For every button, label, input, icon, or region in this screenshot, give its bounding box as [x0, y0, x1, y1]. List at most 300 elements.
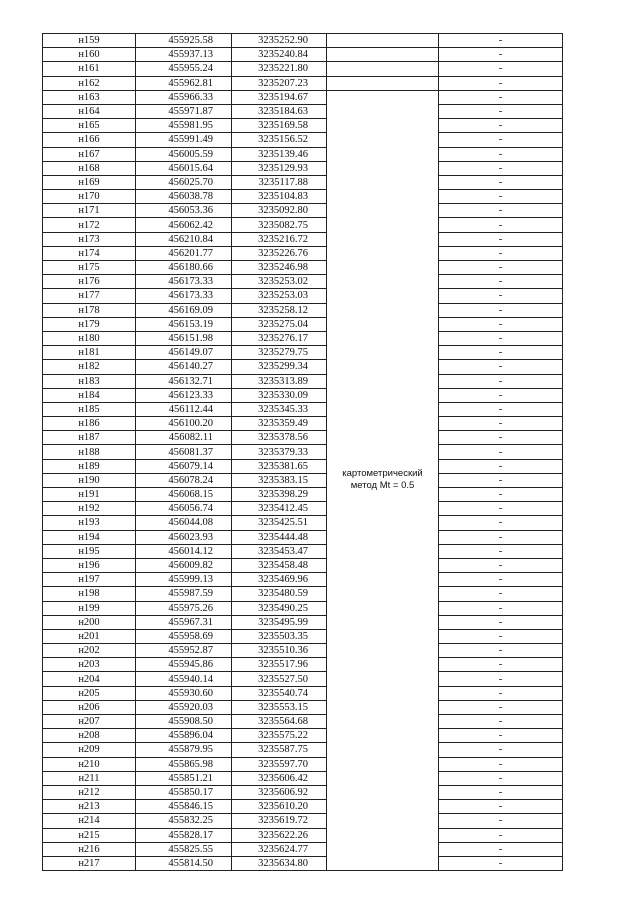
table-row	[43, 218, 563, 232]
note-cell: -	[439, 644, 563, 658]
note-cell: -	[439, 488, 563, 502]
note-cell: -	[439, 757, 563, 771]
measurement-method-cell: картометрический метод Mt = 0.5	[327, 90, 439, 870]
point-id-cell: н164	[43, 104, 136, 118]
y-coordinate-cell: 3235169.58	[232, 119, 327, 133]
x-coordinate-cell: 456044.08	[136, 516, 232, 530]
x-coordinate-cell: 456056.74	[136, 502, 232, 516]
x-coordinate-cell: 455958.69	[136, 629, 232, 643]
note-cell: -	[439, 402, 563, 416]
note-cell: -	[439, 374, 563, 388]
table-row	[43, 175, 563, 189]
point-id-cell: н201	[43, 629, 136, 643]
note-cell: -	[439, 289, 563, 303]
table-row	[43, 644, 563, 658]
note-cell: -	[439, 729, 563, 743]
x-coordinate-cell: 456014.12	[136, 544, 232, 558]
table-row	[43, 289, 563, 303]
note-cell: -	[439, 573, 563, 587]
note-cell: -	[439, 587, 563, 601]
y-coordinate-cell: 3235313.89	[232, 374, 327, 388]
point-id-cell: н178	[43, 303, 136, 317]
y-coordinate-cell: 3235619.72	[232, 814, 327, 828]
x-coordinate-cell: 455814.50	[136, 856, 232, 870]
y-coordinate-cell: 3235104.83	[232, 190, 327, 204]
note-cell: -	[439, 261, 563, 275]
y-coordinate-cell: 3235624.77	[232, 842, 327, 856]
table-row	[43, 573, 563, 587]
point-id-cell: н209	[43, 743, 136, 757]
x-coordinate-cell: 455850.17	[136, 785, 232, 799]
x-coordinate-cell: 456009.82	[136, 558, 232, 572]
x-coordinate-cell: 455981.95	[136, 119, 232, 133]
note-cell: -	[439, 34, 563, 48]
table-row	[43, 104, 563, 118]
table-row	[43, 331, 563, 345]
table-row	[43, 346, 563, 360]
table-row	[43, 615, 563, 629]
note-cell: -	[439, 275, 563, 289]
x-coordinate-cell: 455865.98	[136, 757, 232, 771]
note-cell: -	[439, 771, 563, 785]
x-coordinate-cell: 455937.13	[136, 48, 232, 62]
note-cell: -	[439, 686, 563, 700]
x-coordinate-cell: 456180.66	[136, 261, 232, 275]
x-coordinate-cell: 456015.64	[136, 161, 232, 175]
x-coordinate-cell: 455987.59	[136, 587, 232, 601]
y-coordinate-cell: 3235221.80	[232, 62, 327, 76]
note-cell: -	[439, 417, 563, 431]
y-coordinate-cell: 3235252.90	[232, 34, 327, 48]
note-cell: -	[439, 431, 563, 445]
point-id-cell: н177	[43, 289, 136, 303]
x-coordinate-cell: 456005.59	[136, 147, 232, 161]
y-coordinate-cell: 3235622.26	[232, 828, 327, 842]
note-cell: -	[439, 331, 563, 345]
point-id-cell: н160	[43, 48, 136, 62]
note-cell: -	[439, 388, 563, 402]
x-coordinate-cell: 455851.21	[136, 771, 232, 785]
note-cell: -	[439, 658, 563, 672]
note-cell: -	[439, 303, 563, 317]
note-cell: -	[439, 828, 563, 842]
point-id-cell: н189	[43, 459, 136, 473]
table-row	[43, 190, 563, 204]
table-row	[43, 686, 563, 700]
table-row	[43, 360, 563, 374]
point-id-cell: н182	[43, 360, 136, 374]
x-coordinate-cell: 455925.58	[136, 34, 232, 48]
y-coordinate-cell: 3235425.51	[232, 516, 327, 530]
x-coordinate-cell: 456169.09	[136, 303, 232, 317]
y-coordinate-cell: 3235117.88	[232, 175, 327, 189]
point-id-cell: н193	[43, 516, 136, 530]
table-row	[43, 488, 563, 502]
note-cell: -	[439, 629, 563, 643]
point-id-cell: н202	[43, 644, 136, 658]
point-id-cell: н192	[43, 502, 136, 516]
point-id-cell: н198	[43, 587, 136, 601]
point-id-cell: н196	[43, 558, 136, 572]
point-id-cell: н195	[43, 544, 136, 558]
y-coordinate-cell: 3235092.80	[232, 204, 327, 218]
y-coordinate-cell: 3235253.03	[232, 289, 327, 303]
point-id-cell: н173	[43, 232, 136, 246]
note-cell: -	[439, 119, 563, 133]
table-row	[43, 232, 563, 246]
table-row	[43, 587, 563, 601]
table-row	[43, 502, 563, 516]
table-row	[43, 473, 563, 487]
table-row	[43, 90, 563, 104]
x-coordinate-cell: 456068.15	[136, 488, 232, 502]
x-coordinate-cell: 456149.07	[136, 346, 232, 360]
x-coordinate-cell: 456173.33	[136, 275, 232, 289]
table-row	[43, 800, 563, 814]
note-cell: -	[439, 715, 563, 729]
table-row	[43, 544, 563, 558]
note-cell: -	[439, 104, 563, 118]
point-id-cell: н210	[43, 757, 136, 771]
x-coordinate-cell: 455945.86	[136, 658, 232, 672]
point-id-cell: н174	[43, 246, 136, 260]
y-coordinate-cell: 3235299.34	[232, 360, 327, 374]
y-coordinate-cell: 3235383.15	[232, 473, 327, 487]
point-id-cell: н180	[43, 331, 136, 345]
note-cell: -	[439, 530, 563, 544]
note-cell: -	[439, 842, 563, 856]
note-cell: -	[439, 814, 563, 828]
x-coordinate-cell: 456112.44	[136, 402, 232, 416]
y-coordinate-cell: 3235345.33	[232, 402, 327, 416]
y-coordinate-cell: 3235279.75	[232, 346, 327, 360]
note-cell: -	[439, 190, 563, 204]
x-coordinate-cell: 456151.98	[136, 331, 232, 345]
x-coordinate-cell: 455991.49	[136, 133, 232, 147]
x-coordinate-cell: 455930.60	[136, 686, 232, 700]
note-cell: -	[439, 346, 563, 360]
point-id-cell: н188	[43, 445, 136, 459]
point-id-cell: н166	[43, 133, 136, 147]
table-row	[43, 658, 563, 672]
point-id-cell: н186	[43, 417, 136, 431]
point-id-cell: н184	[43, 388, 136, 402]
y-coordinate-cell: 3235510.36	[232, 644, 327, 658]
note-cell: -	[439, 161, 563, 175]
x-coordinate-cell: 456100.20	[136, 417, 232, 431]
point-id-cell: н200	[43, 615, 136, 629]
note-cell: -	[439, 175, 563, 189]
table-row	[43, 402, 563, 416]
y-coordinate-cell: 3235517.96	[232, 658, 327, 672]
x-coordinate-cell: 455975.26	[136, 601, 232, 615]
y-coordinate-cell: 3235216.72	[232, 232, 327, 246]
note-cell: -	[439, 90, 563, 104]
x-coordinate-cell: 455940.14	[136, 672, 232, 686]
table-row	[43, 133, 563, 147]
y-coordinate-cell: 3235564.68	[232, 715, 327, 729]
method-cell-empty	[327, 76, 439, 90]
table-row	[43, 48, 563, 62]
table-row	[43, 388, 563, 402]
table-row	[43, 445, 563, 459]
note-cell: -	[439, 232, 563, 246]
x-coordinate-cell: 455879.95	[136, 743, 232, 757]
y-coordinate-cell: 3235379.33	[232, 445, 327, 459]
x-coordinate-cell: 455971.87	[136, 104, 232, 118]
y-coordinate-cell: 3235240.84	[232, 48, 327, 62]
y-coordinate-cell: 3235330.09	[232, 388, 327, 402]
table-row	[43, 629, 563, 643]
y-coordinate-cell: 3235587.75	[232, 743, 327, 757]
y-coordinate-cell: 3235503.35	[232, 629, 327, 643]
x-coordinate-cell: 456082.11	[136, 431, 232, 445]
point-id-cell: н163	[43, 90, 136, 104]
y-coordinate-cell: 3235634.80	[232, 856, 327, 870]
table-row	[43, 516, 563, 530]
note-cell: -	[439, 133, 563, 147]
y-coordinate-cell: 3235398.29	[232, 488, 327, 502]
point-id-cell: н170	[43, 190, 136, 204]
x-coordinate-cell: 456078.24	[136, 473, 232, 487]
table-row	[43, 771, 563, 785]
method-cell-empty	[327, 34, 439, 48]
point-id-cell: н206	[43, 700, 136, 714]
note-cell: -	[439, 516, 563, 530]
table-row	[43, 62, 563, 76]
note-cell: -	[439, 856, 563, 870]
coordinate-table	[42, 33, 563, 871]
x-coordinate-cell: 455955.24	[136, 62, 232, 76]
note-cell: -	[439, 76, 563, 90]
x-coordinate-cell: 456132.71	[136, 374, 232, 388]
x-coordinate-cell: 455920.03	[136, 700, 232, 714]
x-coordinate-cell: 456079.14	[136, 459, 232, 473]
table-row	[43, 275, 563, 289]
point-id-cell: н208	[43, 729, 136, 743]
point-id-cell: н217	[43, 856, 136, 870]
y-coordinate-cell: 3235458.48	[232, 558, 327, 572]
x-coordinate-cell: 456123.33	[136, 388, 232, 402]
x-coordinate-cell: 456038.78	[136, 190, 232, 204]
table-row	[43, 459, 563, 473]
note-cell: -	[439, 785, 563, 799]
table-row	[43, 161, 563, 175]
table-row	[43, 743, 563, 757]
y-coordinate-cell: 3235139.46	[232, 147, 327, 161]
x-coordinate-cell: 455999.13	[136, 573, 232, 587]
point-id-cell: н212	[43, 785, 136, 799]
note-cell: -	[439, 204, 563, 218]
table-row	[43, 147, 563, 161]
y-coordinate-cell: 3235275.04	[232, 317, 327, 331]
table-row	[43, 303, 563, 317]
note-cell: -	[439, 360, 563, 374]
point-id-cell: н172	[43, 218, 136, 232]
y-coordinate-cell: 3235453.47	[232, 544, 327, 558]
table-row	[43, 530, 563, 544]
y-coordinate-cell: 3235575.22	[232, 729, 327, 743]
point-id-cell: н211	[43, 771, 136, 785]
x-coordinate-cell: 456025.70	[136, 175, 232, 189]
note-cell: -	[439, 558, 563, 572]
table-row	[43, 785, 563, 799]
note-cell: -	[439, 62, 563, 76]
y-coordinate-cell: 3235469.96	[232, 573, 327, 587]
coordinate-table-body	[43, 34, 563, 871]
point-id-cell: н179	[43, 317, 136, 331]
y-coordinate-cell: 3235606.42	[232, 771, 327, 785]
table-row	[43, 317, 563, 331]
x-coordinate-cell: 456210.84	[136, 232, 232, 246]
table-row	[43, 261, 563, 275]
point-id-cell: н214	[43, 814, 136, 828]
x-coordinate-cell: 455908.50	[136, 715, 232, 729]
x-coordinate-cell: 455825.55	[136, 842, 232, 856]
point-id-cell: н197	[43, 573, 136, 587]
point-id-cell: н190	[43, 473, 136, 487]
x-coordinate-cell: 456153.19	[136, 317, 232, 331]
point-id-cell: н185	[43, 402, 136, 416]
point-id-cell: н199	[43, 601, 136, 615]
x-coordinate-cell: 455967.31	[136, 615, 232, 629]
x-coordinate-cell: 455966.33	[136, 90, 232, 104]
note-cell: -	[439, 601, 563, 615]
table-row	[43, 119, 563, 133]
table-row	[43, 76, 563, 90]
y-coordinate-cell: 3235597.70	[232, 757, 327, 771]
note-cell: -	[439, 672, 563, 686]
table-row	[43, 715, 563, 729]
point-id-cell: н191	[43, 488, 136, 502]
point-id-cell: н183	[43, 374, 136, 388]
note-cell: -	[439, 218, 563, 232]
note-cell: -	[439, 445, 563, 459]
note-cell: -	[439, 317, 563, 331]
x-coordinate-cell: 455828.17	[136, 828, 232, 842]
point-id-cell: н159	[43, 34, 136, 48]
x-coordinate-cell: 456140.27	[136, 360, 232, 374]
y-coordinate-cell: 3235207.23	[232, 76, 327, 90]
y-coordinate-cell: 3235495.99	[232, 615, 327, 629]
y-coordinate-cell: 3235253.02	[232, 275, 327, 289]
point-id-cell: н171	[43, 204, 136, 218]
table-row	[43, 417, 563, 431]
point-id-cell: н161	[43, 62, 136, 76]
point-id-cell: н169	[43, 175, 136, 189]
point-id-cell: н203	[43, 658, 136, 672]
x-coordinate-cell: 456173.33	[136, 289, 232, 303]
y-coordinate-cell: 3235194.67	[232, 90, 327, 104]
note-cell: -	[439, 700, 563, 714]
table-row	[43, 757, 563, 771]
y-coordinate-cell: 3235226.76	[232, 246, 327, 260]
point-id-cell: н204	[43, 672, 136, 686]
note-cell: -	[439, 502, 563, 516]
y-coordinate-cell: 3235246.98	[232, 261, 327, 275]
point-id-cell: н181	[43, 346, 136, 360]
method-cell-empty	[327, 62, 439, 76]
y-coordinate-cell: 3235606.92	[232, 785, 327, 799]
y-coordinate-cell: 3235276.17	[232, 331, 327, 345]
x-coordinate-cell: 455846.15	[136, 800, 232, 814]
note-cell: -	[439, 48, 563, 62]
table-row	[43, 558, 563, 572]
table-row	[43, 814, 563, 828]
y-coordinate-cell: 3235444.48	[232, 530, 327, 544]
note-cell: -	[439, 147, 563, 161]
point-id-cell: н187	[43, 431, 136, 445]
y-coordinate-cell: 3235540.74	[232, 686, 327, 700]
y-coordinate-cell: 3235156.52	[232, 133, 327, 147]
y-coordinate-cell: 3235412.45	[232, 502, 327, 516]
y-coordinate-cell: 3235378.56	[232, 431, 327, 445]
table-row	[43, 246, 563, 260]
note-cell: -	[439, 473, 563, 487]
note-cell: -	[439, 743, 563, 757]
table-row	[43, 204, 563, 218]
y-coordinate-cell: 3235359.49	[232, 417, 327, 431]
point-id-cell: н176	[43, 275, 136, 289]
table-row	[43, 601, 563, 615]
x-coordinate-cell: 456023.93	[136, 530, 232, 544]
x-coordinate-cell: 456053.36	[136, 204, 232, 218]
point-id-cell: н216	[43, 842, 136, 856]
table-row	[43, 672, 563, 686]
table-row	[43, 828, 563, 842]
y-coordinate-cell: 3235184.63	[232, 104, 327, 118]
y-coordinate-cell: 3235129.93	[232, 161, 327, 175]
y-coordinate-cell: 3235527.50	[232, 672, 327, 686]
point-id-cell: н162	[43, 76, 136, 90]
table-row	[43, 431, 563, 445]
point-id-cell: н168	[43, 161, 136, 175]
table-row	[43, 729, 563, 743]
point-id-cell: н215	[43, 828, 136, 842]
y-coordinate-cell: 3235480.59	[232, 587, 327, 601]
note-cell: -	[439, 800, 563, 814]
x-coordinate-cell: 455952.87	[136, 644, 232, 658]
note-cell: -	[439, 615, 563, 629]
x-coordinate-cell: 456081.37	[136, 445, 232, 459]
point-id-cell: н175	[43, 261, 136, 275]
point-id-cell: н207	[43, 715, 136, 729]
y-coordinate-cell: 3235490.25	[232, 601, 327, 615]
table-row	[43, 374, 563, 388]
table-row	[43, 856, 563, 870]
table-row	[43, 34, 563, 48]
point-id-cell: н194	[43, 530, 136, 544]
note-cell: -	[439, 544, 563, 558]
y-coordinate-cell: 3235553.15	[232, 700, 327, 714]
y-coordinate-cell: 3235258.12	[232, 303, 327, 317]
table-row	[43, 842, 563, 856]
table-row	[43, 700, 563, 714]
x-coordinate-cell: 456201.77	[136, 246, 232, 260]
note-cell: -	[439, 246, 563, 260]
x-coordinate-cell: 455962.81	[136, 76, 232, 90]
point-id-cell: н167	[43, 147, 136, 161]
x-coordinate-cell: 455896.04	[136, 729, 232, 743]
x-coordinate-cell: 455832.25	[136, 814, 232, 828]
note-cell: -	[439, 459, 563, 473]
point-id-cell: н213	[43, 800, 136, 814]
point-id-cell: н165	[43, 119, 136, 133]
y-coordinate-cell: 3235082.75	[232, 218, 327, 232]
point-id-cell: н205	[43, 686, 136, 700]
method-cell-empty	[327, 48, 439, 62]
y-coordinate-cell: 3235381.65	[232, 459, 327, 473]
